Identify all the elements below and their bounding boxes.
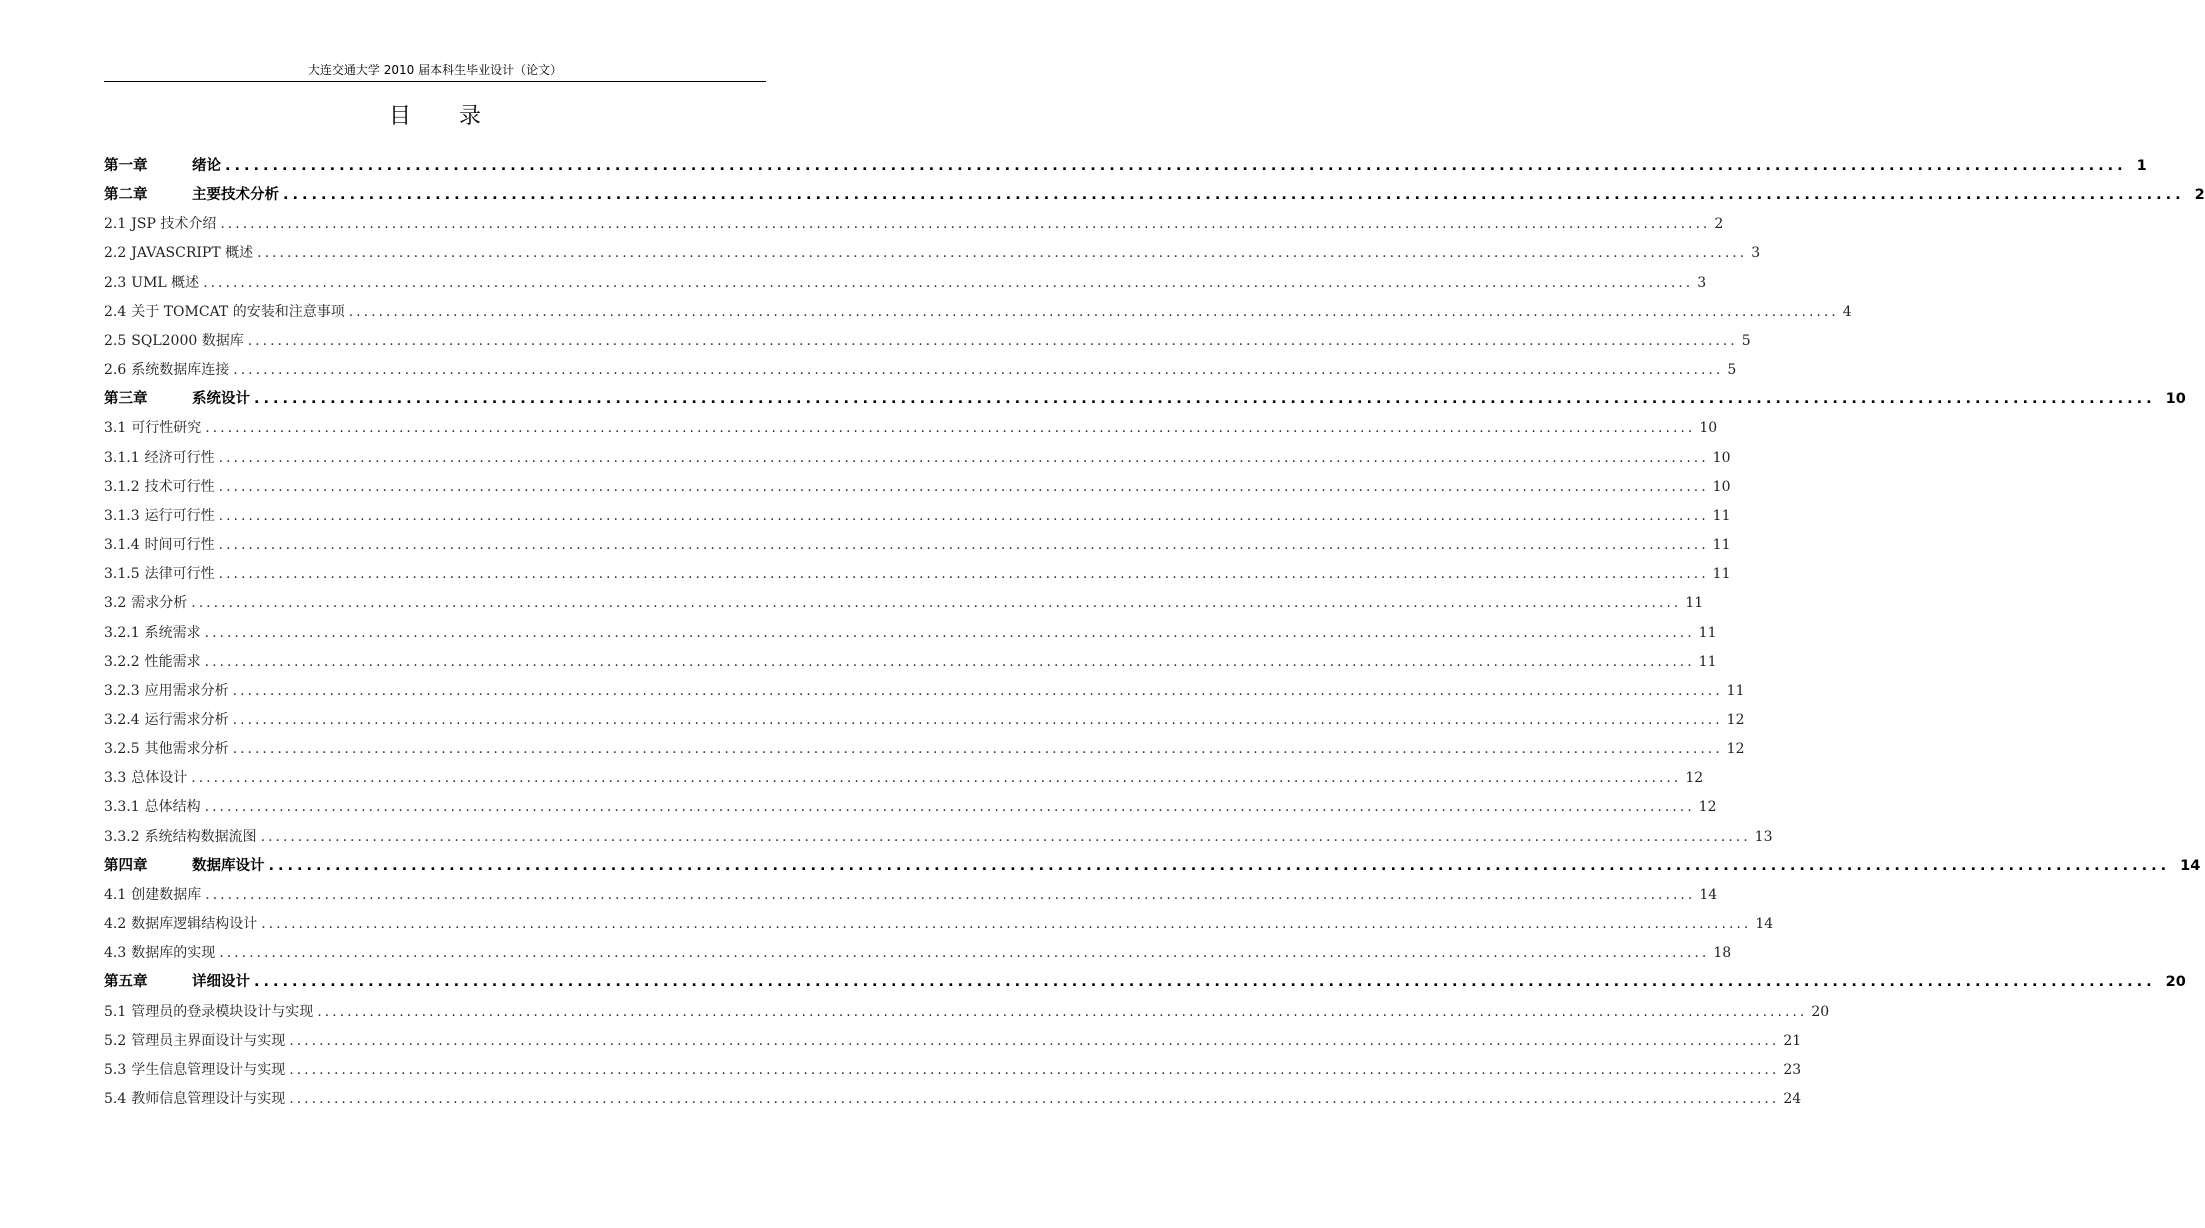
toc-dot-leader: ........................................................................................................................................................................................................ [317, 1003, 1808, 1020]
toc-entry-page-number: 20 [1811, 1003, 1830, 1020]
toc-entry-title: 主要技术分析 [192, 187, 279, 204]
header-rule [104, 81, 766, 82]
toc-entry-title: 系统需求 [144, 624, 201, 641]
toc-entry-title: 运行可行性 [144, 507, 215, 524]
toc-entry-title: JAVASCRIPT 概述 [131, 245, 254, 262]
toc-chapter-entry[interactable] [104, 181, 2205, 210]
toc-entry-number: 4.3 [104, 945, 127, 962]
toc-entry-title: 管理员的登录模块设计与实现 [131, 1003, 314, 1020]
toc-entry-number: 3.1 [104, 420, 127, 437]
toc-dot-leader: ........................................................................................................................................................................................................ [218, 478, 1709, 495]
toc-entry-title: 管理员主界面设计与实现 [131, 1032, 286, 1049]
toc-entry-number: 3.2.1 [104, 624, 140, 641]
toc-entry-title: 学生信息管理设计与实现 [131, 1061, 286, 1078]
toc-entry-number: 第三章 [104, 391, 148, 408]
toc-dot-leader: ........................................................................................................................................................................................................ [203, 274, 1694, 291]
toc-entry-number: 3.1.1 [104, 449, 140, 466]
toc-dot-leader: ........................................................................................................................................................................................................ [247, 332, 1738, 349]
toc-entry-title: 绪论 [192, 158, 221, 174]
toc-entry-page-number: 1 [2136, 158, 2147, 174]
toc-entry-page-number: 14 [1699, 886, 1718, 903]
toc-entry-title: 总体结构 [144, 799, 201, 816]
toc-entry-title: 教师信息管理设计与实现 [131, 1091, 286, 1107]
toc-section-entry[interactable] [104, 1085, 1802, 1114]
toc-entry-page-number: 13 [1754, 828, 1773, 845]
toc-dot-leader: ........................................................................................................................................................................................................ [204, 653, 1695, 670]
toc-dot-leader: ........................................................................................................................................................................................................ [232, 741, 1723, 758]
toc-section-entry[interactable] [104, 706, 1745, 735]
toc-entry-number: 2.1 [104, 216, 127, 233]
toc-entry-title: 技术可行性 [144, 478, 215, 495]
toc-dot-leader: ........................................................................................................................................................................................................ [289, 1032, 1780, 1049]
toc-dot-leader: ........................................................................................................................................................................................................ [289, 1091, 1780, 1107]
toc-entry-page-number: 12 [1698, 799, 1717, 816]
toc-section-entry[interactable] [104, 998, 1830, 1027]
toc-entry-number: 第一章 [104, 158, 148, 174]
toc-section-entry[interactable] [104, 239, 1761, 268]
toc-section-entry[interactable] [104, 444, 1731, 473]
toc-dot-leader: ........................................................................................................................................................................................................ [348, 303, 1839, 320]
toc-entry-number: 3.3 [104, 770, 127, 787]
toc-entry-page-number: 12 [1726, 741, 1745, 758]
toc-entry-number: 3.2.4 [104, 711, 140, 728]
toc-dot-leader: ........................................................................................................................................................................................................ [289, 1061, 1780, 1078]
toc-entry-title: 系统结构数据流图 [144, 828, 257, 845]
toc-section-entry[interactable] [104, 502, 1731, 531]
toc-chapter-entry[interactable] [104, 152, 2147, 181]
toc-dot-leader: ........................................................................................................................................................................................................ [232, 682, 1723, 699]
toc-section-entry[interactable] [104, 764, 1704, 793]
toc-entry-number: 3.3.1 [104, 799, 140, 816]
toc-section-entry[interactable] [104, 823, 1773, 852]
toc-dot-leader: ........................................................................................................................................................................................................ [268, 857, 2171, 874]
toc-entry-number: 3.2.5 [104, 741, 140, 758]
toc-entry-number: 第四章 [104, 857, 148, 874]
toc-entry-title: 系统数据库连接 [131, 362, 230, 379]
toc-dot-leader: ........................................................................................................................................................................................................ [283, 187, 2185, 204]
toc-entry-number: 2.6 [104, 362, 127, 379]
toc-entry-page-number: 14 [1755, 916, 1774, 933]
toc-entry-page-number: 10 [1699, 420, 1718, 437]
toc-dot-leader: ........................................................................................................................................................................................................ [205, 886, 1696, 903]
toc-section-entry[interactable] [104, 619, 1717, 648]
toc-dot-leader: ........................................................................................................................................................................................................ [204, 799, 1695, 816]
toc-section-entry[interactable] [104, 939, 1732, 968]
toc-entry-number: 3.3.2 [104, 828, 140, 845]
toc-dot-leader: ........................................................................................................................................................................................................ [261, 916, 1752, 933]
toc-dot-leader: ........................................................................................................................................................................................................ [220, 216, 1711, 233]
toc-entry-page-number: 23 [1783, 1061, 1802, 1078]
toc-entry-page-number: 21 [1783, 1032, 1802, 1049]
toc-section-entry[interactable] [104, 298, 1852, 327]
toc-entry-title: 时间可行性 [144, 537, 215, 554]
toc-dot-leader: ........................................................................................................................................................................................................ [191, 770, 1682, 787]
toc-entry-page-number: 11 [1712, 507, 1731, 524]
toc-entry-number: 3.2.2 [104, 653, 140, 670]
toc-entry-title: JSP 技术介绍 [131, 216, 217, 233]
toc-dot-leader: ........................................................................................................................................................................................................ [218, 566, 1709, 583]
toc-section-entry[interactable] [104, 1027, 1802, 1056]
toc-entry-title: 数据库的实现 [131, 945, 216, 962]
toc-entry-page-number: 11 [1685, 595, 1704, 612]
toc-entry-page-number: 11 [1698, 624, 1717, 641]
toc-dot-leader: ........................................................................................................................................................................................................ [205, 420, 1696, 437]
toc-entry-number: 4.1 [104, 886, 127, 903]
toc-entry-page-number: 2 [1714, 216, 1724, 233]
toc-section-entry[interactable] [104, 269, 1707, 298]
toc-chapter-entry[interactable] [104, 852, 2201, 881]
toc-entry-number: 5.4 [104, 1091, 127, 1107]
toc-section-entry[interactable] [104, 793, 1717, 822]
toc-entry-title: 经济可行性 [144, 449, 215, 466]
toc-entry-page-number: 14 [2180, 857, 2201, 874]
toc-entry-page-number: 11 [1712, 566, 1731, 583]
toc-entry-title: 需求分析 [131, 595, 188, 612]
toc-entry-page-number: 2 [2194, 187, 2205, 204]
toc-entry-number: 3.1.4 [104, 537, 140, 554]
toc-section-entry[interactable] [104, 560, 1731, 589]
toc-entry-page-number: 4 [1842, 303, 1852, 320]
toc-dot-leader: ........................................................................................................................................................................................................ [225, 158, 2127, 174]
toc-entry-page-number: 10 [2165, 391, 2186, 408]
toc-section-entry[interactable] [104, 910, 1774, 939]
toc-entry-title: 数据库逻辑结构设计 [131, 916, 258, 933]
toc-section-entry[interactable] [104, 648, 1717, 677]
toc-chapter-entry[interactable] [104, 968, 2186, 997]
toc-entry-page-number: 3 [1751, 245, 1761, 262]
toc-section-entry[interactable] [104, 356, 1737, 385]
toc-dot-leader: ........................................................................................................................................................................................................ [204, 624, 1695, 641]
toc-entry-number: 2.4 [104, 303, 127, 320]
toc-dot-leader: ........................................................................................................................................................................................................ [218, 449, 1709, 466]
toc-entry-page-number: 5 [1727, 362, 1737, 379]
toc-entry-page-number: 11 [1712, 537, 1731, 554]
toc-entry-title: 应用需求分析 [144, 682, 229, 699]
page-title: 目录 [388, 104, 529, 129]
toc-dot-leader: ........................................................................................................................................................................................................ [257, 245, 1748, 262]
toc-entry-page-number: 10 [1712, 478, 1731, 495]
toc-entry-title: 运行需求分析 [144, 711, 229, 728]
toc-entry-number: 3.1.2 [104, 478, 140, 495]
toc-dot-leader: ........................................................................................................................................................................................................ [260, 828, 1751, 845]
toc-entry-number: 3.2 [104, 595, 127, 612]
toc-entry-page-number: 10 [1712, 449, 1731, 466]
toc-section-entry[interactable] [104, 473, 1731, 502]
toc-dot-leader: ........................................................................................................................................................................................................ [218, 507, 1709, 524]
toc-entry-number: 2.5 [104, 332, 127, 349]
toc-entry-title: UML 概述 [131, 274, 200, 291]
toc-dot-leader: ........................................................................................................................................................................................................ [254, 391, 2156, 408]
toc-entry-number: 4.2 [104, 916, 127, 933]
table-of-contents [104, 152, 2205, 1114]
toc-entry-page-number: 20 [2165, 974, 2186, 991]
toc-entry-number: 2.3 [104, 274, 127, 291]
toc-entry-page-number: 12 [1726, 711, 1745, 728]
toc-section-entry[interactable] [104, 589, 1704, 618]
toc-dot-leader: ........................................................................................................................................................................................................ [219, 945, 1710, 962]
toc-dot-leader: ........................................................................................................................................................................................................ [254, 974, 2156, 991]
toc-entry-number: 第二章 [104, 187, 148, 204]
toc-entry-title: 创建数据库 [131, 886, 202, 903]
toc-entry-page-number: 11 [1698, 653, 1717, 670]
toc-entry-title: 关于 TOMCAT 的安装和注意事项 [131, 303, 345, 320]
toc-entry-number: 3.1.3 [104, 507, 140, 524]
toc-entry-title: 法律可行性 [144, 566, 215, 583]
toc-entry-title: 数据库设计 [192, 857, 265, 874]
toc-entry-page-number: 3 [1697, 274, 1707, 291]
toc-section-entry[interactable] [104, 531, 1731, 560]
toc-entry-page-number: 18 [1713, 945, 1732, 962]
toc-entry-number: 5.3 [104, 1061, 127, 1078]
toc-entry-title: 可行性研究 [131, 420, 202, 437]
toc-chapter-entry[interactable] [104, 385, 2186, 414]
toc-dot-leader: ........................................................................................................................................................................................................ [232, 711, 1723, 728]
toc-entry-page-number: 11 [1726, 682, 1745, 699]
toc-entry-number: 3.2.3 [104, 682, 140, 699]
toc-entry-page-number: 12 [1685, 770, 1704, 787]
toc-dot-leader: ........................................................................................................................................................................................................ [233, 362, 1724, 379]
toc-dot-leader: ........................................................................................................................................................................................................ [218, 537, 1709, 554]
toc-entry-title: 其他需求分析 [144, 741, 229, 758]
toc-entry-page-number: 5 [1741, 332, 1751, 349]
toc-section-entry[interactable] [104, 327, 1751, 356]
toc-section-entry[interactable] [104, 210, 1724, 239]
toc-entry-number: 2.2 [104, 245, 127, 262]
toc-dot-leader: ........................................................................................................................................................................................................ [191, 595, 1682, 612]
toc-entry-title: 总体设计 [131, 770, 188, 787]
toc-entry-title: 系统设计 [192, 391, 250, 408]
toc-section-entry[interactable] [104, 677, 1745, 706]
toc-entry-title: SQL2000 数据库 [131, 332, 244, 349]
toc-entry-number: 第五章 [104, 974, 148, 991]
toc-entry-number: 5.2 [104, 1032, 127, 1049]
page-header: 大连交通大学 2010 届本科生毕业设计（论文） [307, 63, 563, 77]
toc-section-entry[interactable] [104, 1056, 1802, 1085]
toc-entry-number: 5.1 [104, 1003, 127, 1020]
toc-section-entry[interactable] [104, 881, 1718, 910]
toc-section-entry[interactable] [104, 735, 1745, 764]
toc-entry-title: 详细设计 [192, 974, 250, 991]
toc-entry-page-number: 24 [1783, 1091, 1802, 1107]
toc-entry-title: 性能需求 [144, 653, 201, 670]
toc-entry-number: 3.1.5 [104, 566, 140, 583]
toc-section-entry[interactable] [104, 414, 1718, 443]
